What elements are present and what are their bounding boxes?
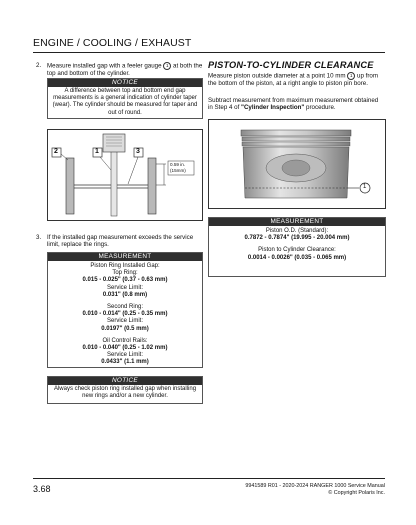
piston-callout-1: 1 xyxy=(363,184,367,190)
notice-label: NOTICE xyxy=(48,79,202,87)
measurement-label: MEASUREMENT xyxy=(209,218,385,226)
callout-1-icon: 1 xyxy=(163,62,171,70)
piston-clearance-measurement-box: MEASUREMENT Piston O.D. (Standard): 0.7872 - 0.7874" (19.995 - 20.004 mm) Piston to Cylinder Clearance: 0.0014 - 0.0026" (0.035 - 0.065 mm) xyxy=(208,217,386,277)
footer-info xyxy=(165,483,385,496)
ring-gap-measurement-box: MEASUREMENT Piston Ring Installed Gap: Top Ring: 0.015 - 0.025" (0.37 - 0.63 mm) Service Limit: 0.031" (0.8 mm) Second Ring: 0.010 - 0.014" (0.25 - 0.35 mm) Service Limit: 0.0197" (0.5 mm) Oil Control Rails: 0.010 - 0.040" (0.25 - 1.02 mm) Service Limit: 0.0433" (1.1 mm) xyxy=(47,252,203,368)
figure-callout-3: 3 xyxy=(136,148,140,155)
step-2-number: 2. xyxy=(36,62,42,69)
notice-text: Always check piston ring installed gap when installing new rings and/or a new cylinder. xyxy=(53,386,197,400)
piston-figure xyxy=(208,119,386,209)
figure-callout-1: 1 xyxy=(95,148,99,155)
section-heading: PISTON-TO-CYLINDER CLEARANCE xyxy=(208,60,374,70)
notice-box-check-gap xyxy=(47,376,203,404)
figure-callout-2: 2 xyxy=(54,148,58,155)
callout-1-icon: 1 xyxy=(347,72,355,80)
notice-text: A difference between top and bottom end gap measurements is a general indication of cylinder taper (wear). The cylinder should be measured for taper and out of round. xyxy=(52,88,198,116)
step-3 xyxy=(36,234,206,250)
ring-gap-illustration xyxy=(48,130,202,220)
ring-gap-figure xyxy=(47,129,203,221)
piston-illustration xyxy=(209,120,385,208)
copyright: © Copyright Polaris Inc. xyxy=(328,489,385,496)
cylinder-inspection-reference: "Cylinder Inspection" xyxy=(241,104,305,112)
dimension-inches: 0.59 in. xyxy=(170,162,186,167)
step-3-number: 3. xyxy=(36,234,42,241)
step-2-text: Measure installed gap with a feeler gauge 1 at both the top and bottom of the cylinder. xyxy=(47,62,203,78)
step-2 xyxy=(36,62,206,78)
page-number: 3.68 xyxy=(33,484,51,494)
subtract-paragraph: Subtract measurement from maximum measurement obtained in Step 4 of "Cylinder Inspection" procedure. xyxy=(208,97,379,112)
measurement-label: MEASUREMENT xyxy=(48,253,202,261)
header-divider xyxy=(33,52,385,53)
footer-divider xyxy=(33,478,385,479)
notice-box-taper xyxy=(47,78,203,119)
notice-label: NOTICE xyxy=(48,377,202,385)
dimension-mm: (15mm) xyxy=(170,168,186,173)
piston-measure-paragraph: Measure piston outside diameter at a point 10 mm 1 up from the bottom of the piston, at a right angle to piston pin bore. xyxy=(208,72,379,88)
step-3-text: If the installed gap measurement exceeds the service limit, replace the rings. xyxy=(47,234,194,249)
section-header-title: ENGINE / COOLING / EXHAUST xyxy=(33,37,192,49)
manual-title: 9941589 R01 - 2020-2024 RANGER 1000 Service Manual xyxy=(245,483,385,489)
